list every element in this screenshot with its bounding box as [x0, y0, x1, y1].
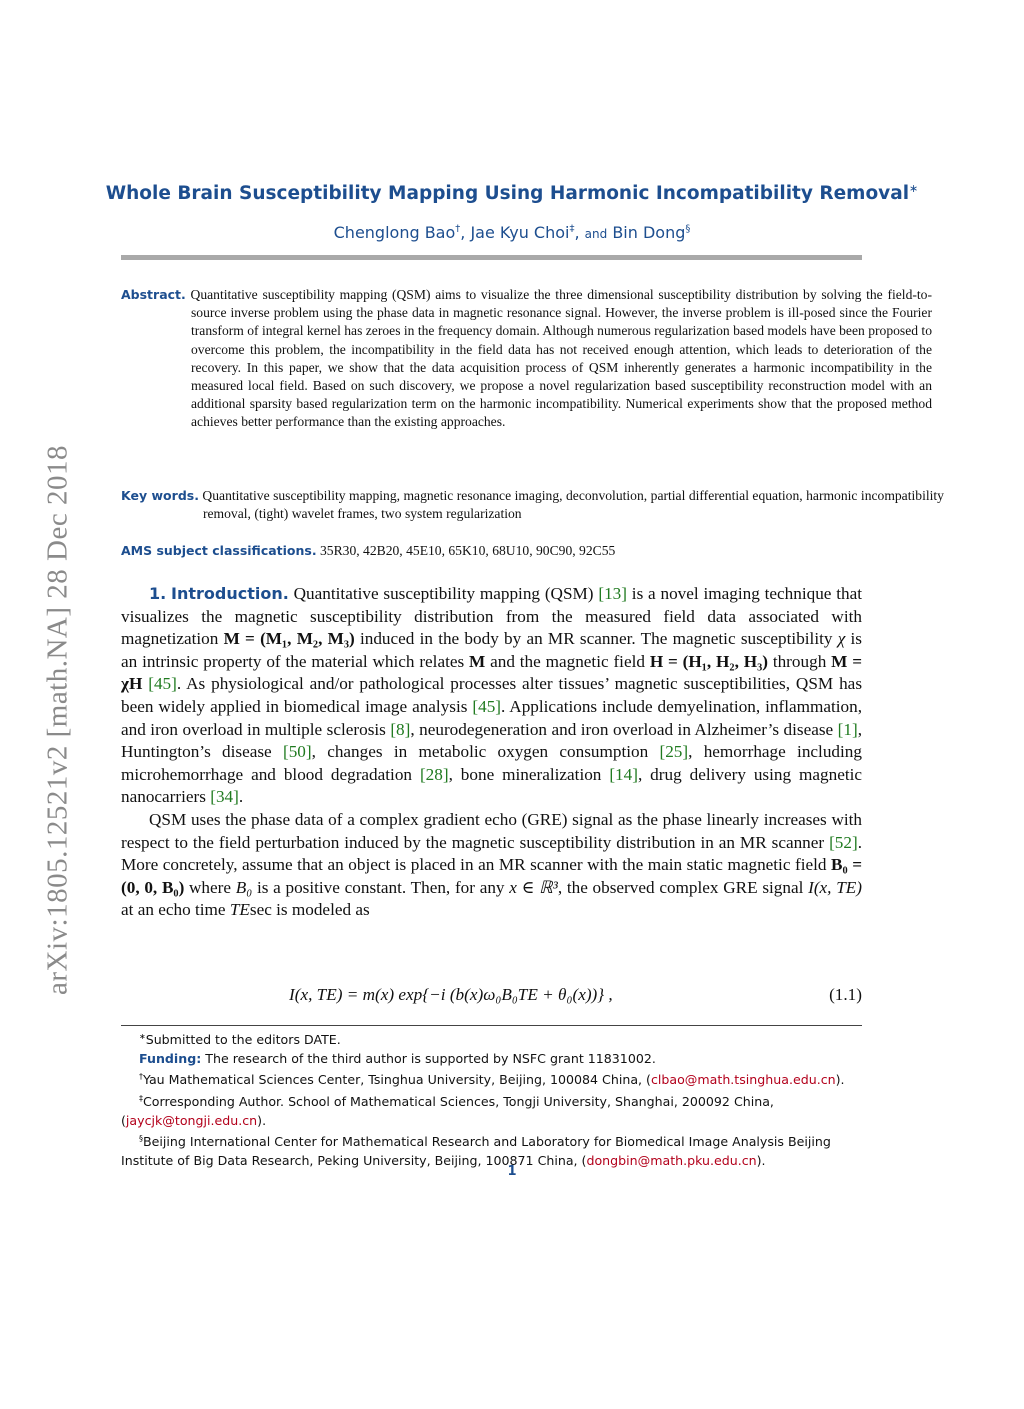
math-inline: M = χH — [121, 651, 863, 694]
text: where — [184, 877, 236, 897]
text: is an intrinsic property of the material which relates — [121, 629, 862, 671]
citation[interactable]: [34] — [210, 787, 239, 807]
text: Beijing International Center for Mathematical Research and Laboratory for Biomedical Image Analysis Beijing Institute of Big Data Research, Peking University, Beijing, 100871 China, ( — [121, 1134, 831, 1168]
introduction — [121, 583, 862, 922]
citation[interactable]: [8] — [390, 719, 411, 739]
text: ). — [257, 1112, 267, 1128]
text: Yau Mathematical Sciences Center, Tsinghua University, Beijing, 100084 China, ( — [143, 1072, 651, 1088]
footnote-funding — [121, 1050, 862, 1069]
abstract-text: Quantitative susceptibility mapping (QSM) aims to visualize the three dimensional susceptibility distribution by solving the field-to-source inverse problem using the phase data in magnetic resonance signal. However, the inverse problem is ill-posed since the Fourier transform of integral kernel has zeroes in the frequency domain. Although numerous regularization based models have been proposed to overcome this problem, the incompatibility in the field data has not received enough attention, which leads to deterioration of the recovery. In this paper, we show that the data acquisition process of QSM inherently generates a harmonic incompatibility in the measured local field. Based on such discovery, we propose a novel regularization based susceptibility reconstruction model with an additional sparsity based regularization term on the harmonic incompatibility. Numerical experiments show that the proposed method achieves better performance than the existing approaches. — [190, 287, 933, 430]
text: is a novel imaging technique that visualizes the magnetic susceptibility distribution from the measured field data associated with magnetization — [121, 584, 863, 649]
math-inline: χ — [837, 629, 846, 649]
author-and: and — [584, 227, 608, 241]
text: Quantitative susceptibility mapping (QSM) — [293, 584, 599, 603]
citation[interactable]: [45] — [472, 696, 502, 716]
text: , neurodegeneration and iron overload in Alzheimer’s disease — [410, 719, 838, 739]
text: . — [238, 787, 244, 807]
text: is a positive constant. Then, for any — [252, 877, 510, 897]
text: at an echo time — [121, 900, 230, 920]
citation[interactable]: [50] — [282, 742, 312, 762]
text: , Huntington’s disease — [121, 719, 862, 762]
footnotes — [121, 1028, 862, 1170]
text: ). — [835, 1072, 845, 1088]
math-inline: x ∈ ℝ³ — [509, 877, 558, 897]
intro-paragraph-2 — [121, 809, 862, 922]
citation[interactable]: [45] — [148, 674, 177, 694]
math-inline: M = (M₁, M₂, M₃) — [223, 629, 355, 649]
author-list: Chenglong Bao†, Jae Kyu Choi‡, and Bin Dong§ — [333, 223, 691, 242]
text: The research of the third author is supported by NSFC grant 11831002. — [205, 1050, 656, 1066]
text: , bone mineralization — [448, 764, 610, 784]
footnote-rule — [121, 1025, 862, 1026]
equation-number: (1.1) — [829, 985, 862, 1004]
text: through — [767, 651, 832, 671]
footnote-4: §Beijing International Center for Mathematical Research and Laboratory for Biomedical Image Analysis Beijing Institute of Big Data Research, Peking University, Beijing, 100871 China, (dongbin@math.pku.edu.cn). — [121, 1134, 831, 1168]
text: , hemorrhage including microhemorrhage and blood degradation — [121, 742, 862, 784]
email-link[interactable]: dongbin@math.pku.edu.cn — [586, 1152, 757, 1168]
title-rule — [121, 255, 862, 260]
title-footnote-mark: ∗ — [909, 182, 919, 195]
keywords — [121, 487, 944, 523]
section-number: 1. — [149, 584, 167, 603]
funding-label: Funding: — [139, 1050, 202, 1066]
text: ). — [756, 1152, 766, 1168]
keywords-text: Quantitative susceptibility mapping, magnetic resonance imaging, deconvolution, partial differential equation, harmonic incompatibility removal, (tight) wavelet frames, two system regularization — [202, 488, 944, 522]
author-2: Jae Kyu Choi — [470, 223, 570, 242]
text: . Applications include demyelination, inflammation, and iron overload in multiple sclerosis — [121, 696, 862, 739]
page-number: 1 — [507, 1164, 517, 1179]
footnote-2: †Yau Mathematical Sciences Center, Tsinghua University, Beijing, 100084 China, (clbao@math.tsinghua.edu.cn). — [139, 1072, 845, 1088]
email-link[interactable]: jaycjk@tongji.edu.cn — [125, 1112, 258, 1128]
footnote-1: ∗Submitted to the editors DATE. — [139, 1032, 341, 1048]
keywords-label: Key words. — [121, 488, 199, 503]
arxiv-stamp: arXiv:1805.12521v2 [math.NA] 28 Dec 2018 — [41, 445, 74, 995]
citation[interactable]: [13] — [598, 584, 627, 603]
email-link[interactable]: clbao@math.tsinghua.edu.cn — [650, 1072, 836, 1088]
math-inline: H = (H₁, H₂, H₃) — [649, 651, 768, 671]
ams-text: 35R30, 42B20, 45E10, 65K10, 68U10, 90C90, 92C55 — [320, 543, 616, 558]
paper-title — [0, 182, 1024, 204]
text: and the magnetic field — [485, 651, 650, 671]
text: . As physiological and/or pathological processes alter tissues’ magnetic susceptibilities, QSM has been widely applied in biomedical image analysis — [121, 674, 863, 716]
equation-formula: I(x, TE) = m(x) exp{−i (b(x)ω₀B₀TE + θ₀(x))} , — [289, 985, 613, 1004]
section-title: Introduction. — [171, 584, 289, 603]
citation[interactable]: [25] — [659, 742, 689, 762]
abstract — [121, 286, 932, 432]
ams-classifications — [121, 542, 862, 560]
citation[interactable]: [14] — [609, 764, 638, 784]
author-1: Chenglong Bao — [333, 223, 456, 242]
text: induced in the body by an MR scanner. The magnetic susceptibility — [354, 629, 838, 649]
text: Submitted to the editors DATE. — [145, 1032, 341, 1048]
text: . More concretely, assume that an object is placed in an MR scanner with the main static magnetic field — [121, 832, 862, 875]
ams-label: AMS subject classifications. — [121, 543, 317, 558]
author-3: Bin Dong — [612, 223, 686, 242]
math-inline: M — [469, 651, 486, 671]
abstract-label: Abstract. — [121, 287, 186, 302]
footnote-3: ‡Corresponding Author. School of Mathematical Sciences, Tongji University, Shanghai, 200092 China, (jaycjk@tongji.edu.cn). — [121, 1093, 774, 1128]
math-inline: TE — [229, 900, 250, 920]
text: , the observed complex GRE signal — [557, 877, 809, 897]
text: , drug delivery using magnetic nanocarriers — [121, 764, 862, 807]
citation[interactable]: [28] — [419, 764, 449, 784]
text: Corresponding Author. School of Mathematical Sciences, Tongji University, Shanghai, 200092 China, ( — [121, 1094, 774, 1128]
math-inline: B₀ = (0, 0, B₀) — [121, 855, 862, 897]
text: , changes in metabolic oxygen consumption — [311, 742, 660, 762]
citation[interactable]: [52] — [829, 832, 858, 852]
math-inline: B₀ — [235, 877, 253, 897]
math-inline: I(x, TE) — [808, 877, 862, 897]
intro-paragraph-1 — [121, 583, 862, 809]
citation[interactable]: [1] — [837, 719, 858, 739]
title-text: Whole Brain Susceptibility Mapping Using Harmonic Incompatibility Removal — [105, 183, 910, 205]
text: QSM uses the phase data of a complex gradient echo (GRE) signal as the phase linearly increases with respect to the field perturbation induced by the magnetic susceptibility distribution in an MR scanner — [121, 809, 862, 852]
text: sec is modeled as — [249, 900, 370, 920]
